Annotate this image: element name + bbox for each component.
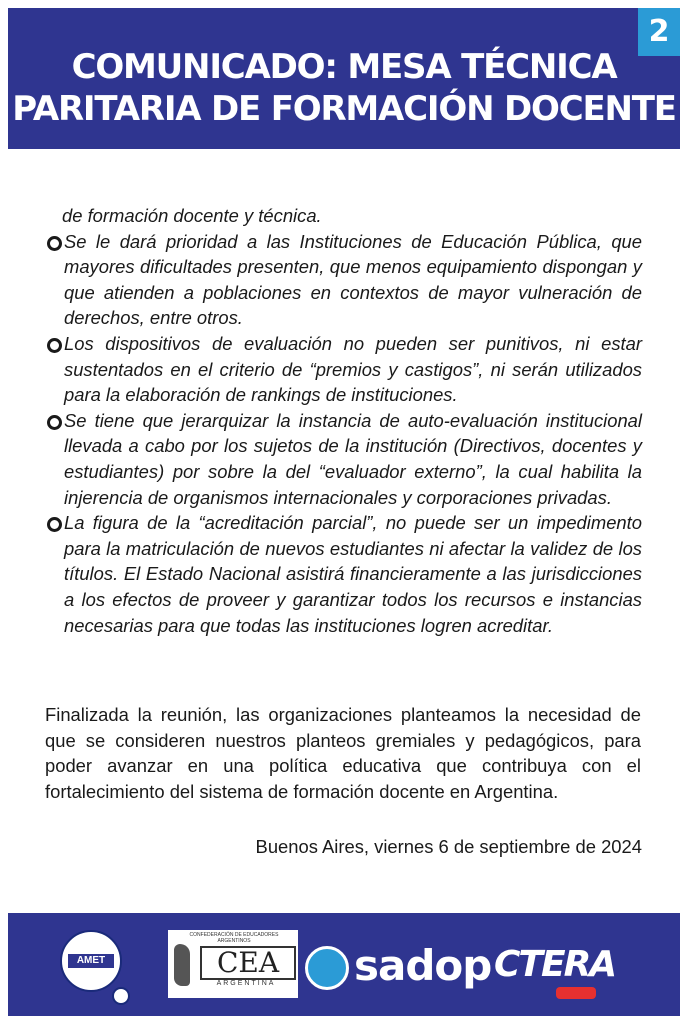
bullet-item xyxy=(48,331,642,408)
argentina-map-icon xyxy=(174,944,190,986)
bullet-item xyxy=(48,408,642,510)
page-number-badge: 2 xyxy=(638,8,680,56)
cea-logo xyxy=(168,930,298,998)
amet-logo xyxy=(60,930,122,992)
ctera-logo: CTERA xyxy=(494,944,616,985)
closing-paragraph: Finalizada la reunión, las organizaciones planteamos la necesidad de que se consideren nuestros planteos gremiales y pedagógicos, para poder avanzar en una política educativa que contribuya con el fortalecimiento del sistema de formación docente en Argentina. xyxy=(45,704,641,802)
cea-logo-top-text: CONFEDERACIÓN DE EDUCADORES ARGENTINOS xyxy=(189,932,279,944)
sadop-emblem-icon xyxy=(305,946,349,990)
amet-logo-text: AMET xyxy=(68,954,114,968)
amet-seal-icon xyxy=(112,987,130,1005)
sadop-logo: sadop xyxy=(354,941,492,990)
place-date: Buenos Aires, viernes 6 de septiembre de 2024 xyxy=(255,836,642,857)
page-title xyxy=(8,46,680,130)
bullet-list xyxy=(48,203,642,638)
bullet-ring-icon xyxy=(47,236,62,251)
bullet-ring-icon xyxy=(47,517,62,532)
cta-logo-icon xyxy=(556,987,596,999)
bullet-text: Se tiene que jerarquizar la instancia de auto-evaluación institucional llevada a cabo por los sujetos de la institución (Directivos, docentes y estudiantes) por sobre la del “evaluador externo”, la cual habilita la injerencia de organismos internacionales y corporaciones privadas. xyxy=(64,409,642,508)
bullet-text: La figura de la “acreditación parcial”, no puede ser un impedimento para la matriculación de nuevos estudiantes ni afectar la validez de los títulos. El Estado Nacional asistirá financieramente a las jurisdicciones a los efectos de proveer y garantizar todos los recursos e instancias necesarias para que todas las instituciones logren acreditar. xyxy=(64,512,642,636)
bullet-item xyxy=(48,229,642,331)
continuation-text: de formación docente y técnica. xyxy=(62,205,322,226)
header-banner xyxy=(8,8,680,149)
title-line-2: PARITARIA DE FORMACIÓN DOCENTE xyxy=(12,89,676,129)
cea-logo-letters: CEA xyxy=(200,946,296,980)
bullet-ring-icon xyxy=(47,338,62,353)
bullet-ring-icon xyxy=(47,415,62,430)
cea-logo-sub: ARGENTINA xyxy=(216,980,276,987)
title-line-1: COMUNICADO: MESA TÉCNICA xyxy=(71,47,617,87)
bullet-item xyxy=(48,510,642,638)
bullet-text: Se le dará prioridad a las Instituciones de Educación Pública, que mayores dificultades presenten, que menos equipamiento dispongan y que atienden a poblaciones en contextos de mayor vulneración de derechos, entre otros. xyxy=(64,230,642,329)
bullet-text: Los dispositivos de evaluación no pueden ser punitivos, ni estar sustentados en el criterio de “premios y castigos”, ni serán utilizados para la elaboración de rankings de instituciones. xyxy=(64,332,642,406)
footer-logos-bar xyxy=(8,913,680,1016)
